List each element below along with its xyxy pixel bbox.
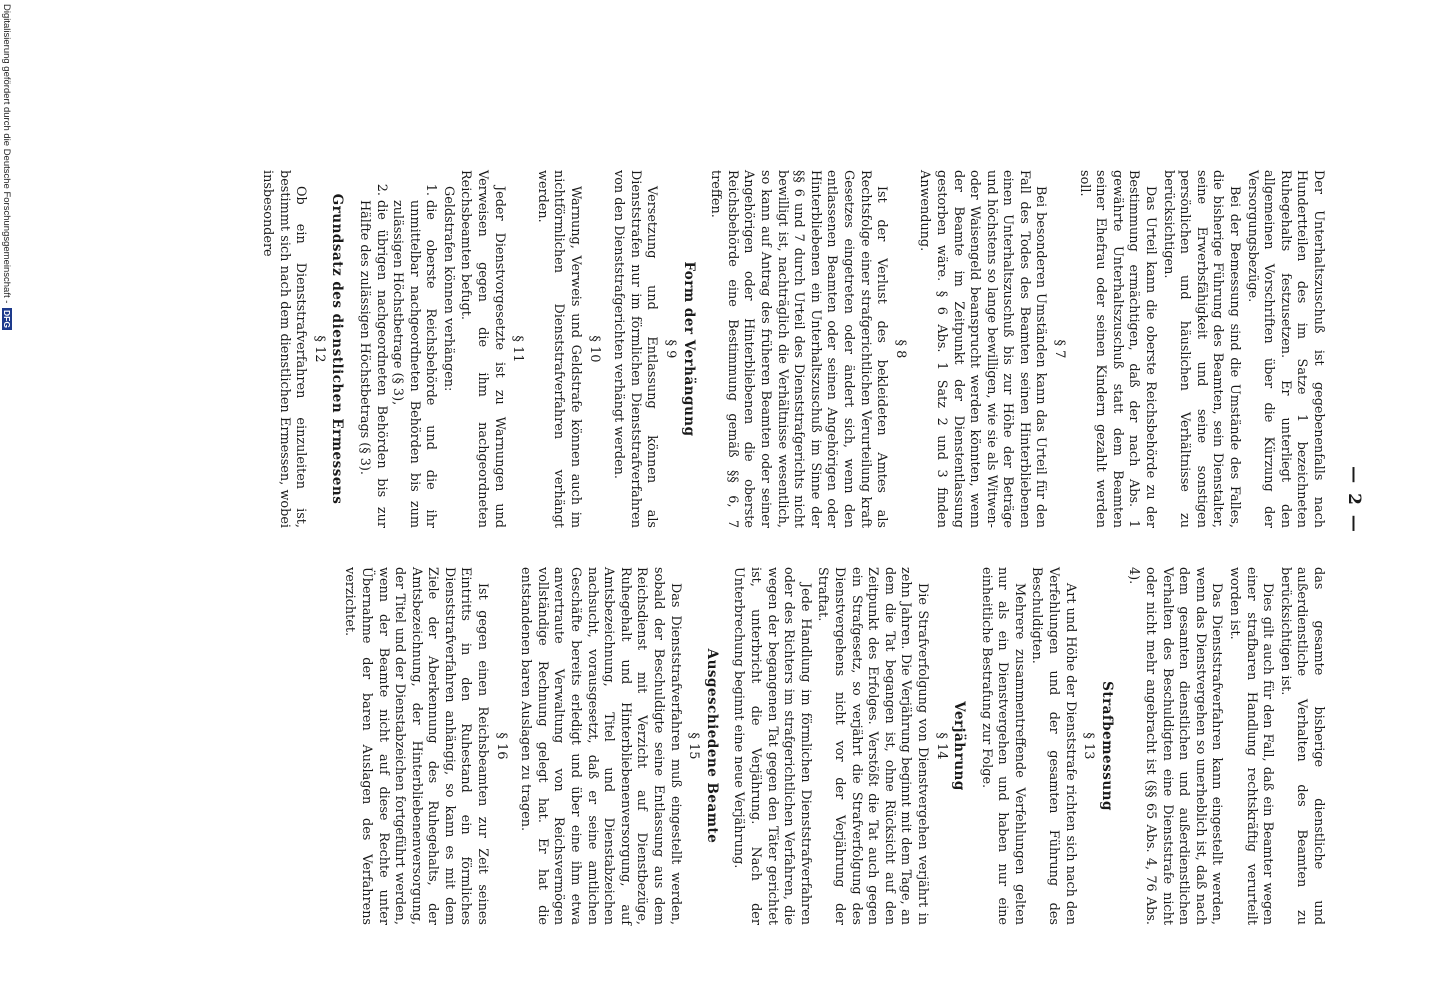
paragraph: Art und Höhe der Dienststrafe richten sich nach den Verfehlungen und der gesamten Führung des Beschuldigten. bbox=[1029, 567, 1078, 925]
left-column bbox=[257, 170, 1326, 528]
section-number: § 8 bbox=[892, 339, 908, 359]
paragraph: Ist gegen einen Reichsbeamten zur Zeit seines Eintritts in den Ruhestand ein förmliches Dienststrafverfahren anhängig, so kann es mit dem Ziele der Aberkennung des Ruhegehalts, der Amtsbezeichnung, der Hinterbliebenenversorgung, der Titel und der Dienstabzeichen fortgeführt werden, wenn der Beamte nicht auf diese Rechte unter Übernahme der baren Auslagen des Verfahrens verzichtet. bbox=[342, 567, 491, 925]
paragraph: Das Dienststrafverfahren muß eingestellt werden, sobald der Beschuldigte seine Entlassung aus dem Reichsdienst mit Verzicht auf Dienstbezüge, Ruhegehalt und Hinterbliebenenversorgung, auf Amtsbezeichnung, Titel und Dienstabzeichen nachsucht, vorausgesetzt, daß er seine amtlichen Geschäfte bereits erledigt und über eine ihm etwa anvertraute Verwaltung von Reichsvermögen vollständige Rechnung gelegt hat. Er hat die entstandenen baren Auslagen zu tragen. bbox=[518, 567, 683, 925]
section-number: § 11 bbox=[510, 335, 526, 363]
section-number: § 15 bbox=[686, 732, 702, 760]
footer-text: Digitalisierung gefördert durch die Deutsche Forschungsgemeinschaft - bbox=[1, 4, 12, 304]
numbered-list bbox=[355, 170, 438, 528]
paragraph: Bei besonderen Umständen kann das Urteil für den Fall des Todes des Beamten seinen Hinterbliebenen einen Unterhaltszuschuß bis zur Höhe der Beträge und höchstens so lange bewilligen, wie sie als Witwen- oder Waisengeld beansprucht werden könnten, wenn der Beamte im Zeitpunkt der Dienstentlassung gestorben wäre. § 6 Abs. 1 Satz 2 und 3 finden Anwendung. bbox=[917, 170, 1049, 528]
paragraph: Mehrere zusammentreffende Verfehlungen gelten nur als ein Dienstvergehen und haben nur eine einheitliche Bestrafung zur Folge. bbox=[978, 567, 1027, 925]
section-number: § 10 bbox=[586, 335, 602, 363]
paragraph: das gesamte bisherige dienstliche und außerdienstliche Verhalten des Beamten zu berücksichtigen ist. bbox=[1277, 567, 1326, 925]
page-number: — 2 — bbox=[1344, 466, 1364, 534]
paragraph: Jeder Dienstvorgesetzte ist zu Warnungen und Verweisen gegen die ihm nachgeordneten Reichsbeamten befugt. bbox=[458, 170, 507, 528]
list-item: 1. die oberste Reichsbehörde und die ihr unmittelbar nachgeordneten Behörden bis zum zulässigen Höchstbetrage (§ 3), bbox=[389, 200, 439, 528]
section-heading: Strafbemessung bbox=[1098, 681, 1115, 811]
section-number: § 9 bbox=[663, 339, 679, 359]
section-number: § 16 bbox=[493, 732, 509, 760]
paragraph: Das Dienststrafverfahren kann eingestellt werden, wenn das Dienstvergehen so unerheblich ist, daß nach dem gesamten dienstlichen und außerdienstlichen Verhalten des Beschuldigten eine Dienststrafe nicht oder nicht mehr angebracht ist (§§ 65 Abs. 4, 76 Abs. 4). bbox=[1126, 567, 1225, 925]
paragraph: Geldstrafen können verhängen: bbox=[440, 186, 456, 392]
paragraph: Der Unterhaltszuschuß ist gegebenenfalls nach Hundertteilen des im Satze 1 bezeichneten Ruhegehalts festzusetzen. Er unterliegt den allgemeinen Vorschriften über die Kürzung der Versorgungsbezüge. bbox=[1244, 170, 1326, 528]
paragraph: Versetzung und Entlassung können als Dienststrafen nur im förmlichen Dienststrafverfahren von den Dienststrafgerichten verhängt werden. bbox=[611, 170, 660, 528]
paragraph: Bei der Bemessung sind die Umstände des Falles, die bisherige Führung des Beamten, sein Dienstalter, seine Erwerbsfähigkeit und seine sonstigen persönlichen und häuslichen Verhältnisse zu berücksichtigen. bbox=[1160, 170, 1243, 528]
paragraph: Dies gilt auch für den Fall, daß ein Beamter wegen einer strafbaren Handlung rechtskräftig verurteilt worden ist. bbox=[1227, 567, 1276, 925]
paragraph: Das Urteil kann die oberste Reichsbehörde zu der Bestimmung ermächtigen, daß der nach Abs. 1 gewährte Unterhaltszuschuß statt dem Beamten seiner Ehefrau oder seinen Kindern gezahlt werden soll. bbox=[1076, 170, 1159, 528]
paragraph: Ist der Verlust des bekleideten Amtes als Rechtsfolge einer strafgerichtlichen Verurteilung kraft Gesetzes eingetreten oder ändert sich, wenn den entlassenen Beamten oder seinen Angehörigen oder Hinterbliebenen ein Unterhaltszuschuß im Sinne der §§ 6 und 7 durch Urteil des Dienststrafgerichts nicht bewilligt ist, nachträglich die Verhältnisse wesentlich, so kann auf Antrag des früheren Beamten oder seiner Angehörigen oder Hinterbliebenen die oberste Reichsbehörde eine Bestimmung gemäß §§ 6, 7 treffen. bbox=[708, 170, 890, 528]
right-column bbox=[340, 567, 1326, 925]
section-number: § 13 bbox=[1081, 732, 1097, 760]
paragraph: Ob ein Dienststrafverfahren einzuleiten ist, bestimmt sich nach dem dienstlichen Ermessen, wobei insbesondere bbox=[259, 170, 309, 528]
section-heading: Ausgeschiedene Beamte bbox=[703, 648, 720, 844]
section-heading: Form der Verhängung bbox=[680, 261, 697, 437]
paragraph: Warnung, Verweis und Geldstrafe können auch im nichtförmlichen Dienststrafverfahren verhängt werden. bbox=[534, 170, 584, 528]
digitization-footer bbox=[1, 4, 12, 330]
section-number: § 14 bbox=[933, 732, 949, 760]
dfg-logo: DFG bbox=[2, 310, 12, 328]
paragraph: Jede Handlung im förmlichen Dienststrafverfahren oder des Richters im strafgerichtlichen Verfahren, die wegen der begangenen Tat gegen den Täter gerichtet ist, unterbricht die Verjährung. Nach der Unterbrechung beginnt eine neue Verjährung. bbox=[731, 567, 813, 925]
paragraph: Die Strafverfolgung von Dienstvergehen verjährt in zehn Jahren. Die Verjährung beginnt mit dem Tage, an dem die Tat begangen ist, ohne Rücksicht auf den Zeitpunkt des Erfolges. Verstößt die Tat auch gegen ein Strafgesetz, so verjährt die Strafverfolgung des Dienstvergehens nicht vor der Verjährung der Straftat. bbox=[815, 567, 930, 925]
section-number: § 12 bbox=[311, 335, 327, 363]
section-heading: Grundsatz des dienstlichen Ermessens bbox=[329, 193, 346, 505]
section-number: § 7 bbox=[1052, 339, 1068, 359]
list-item: 2. die übrigen nachgeordneten Behörden bis zur Hälfte des zulässigen Höchstbetrags (§ 3). bbox=[355, 200, 388, 528]
section-heading: Verjährung bbox=[951, 701, 968, 791]
